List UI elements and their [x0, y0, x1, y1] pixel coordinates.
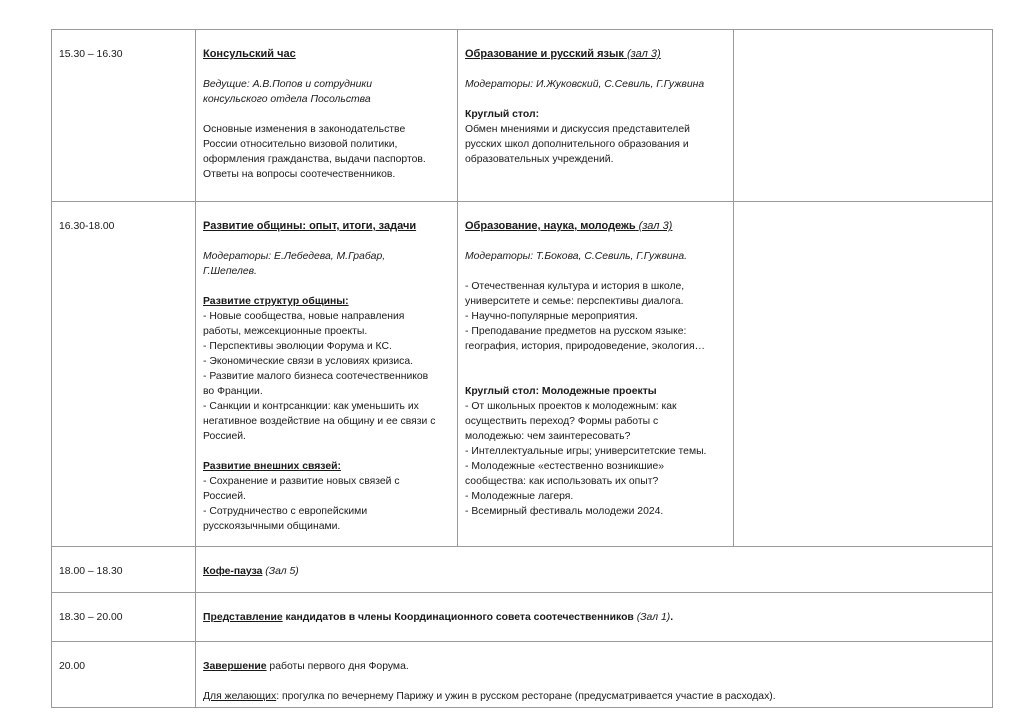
moderators-line: Модераторы: Е.Лебедева, М.Грабар,: [203, 251, 386, 262]
session-title: Образование, наука, молодежь (зал 3): [465, 220, 673, 232]
list-item: - Новые сообщества, новые направления: [203, 311, 405, 322]
list-item: осуществить переход? Формы работы с: [465, 416, 659, 427]
section-title: Развитие внешних связей:: [203, 461, 341, 472]
empty-cell: [734, 202, 993, 547]
session-title: Представление кандидатов в члены Координационного совета соотечественников (Зал 1).: [203, 612, 674, 623]
hosts-line: консульского отдела Посольства: [203, 94, 371, 105]
list-item: - Сотрудничество с европейскими: [203, 506, 368, 517]
session-cell: [458, 202, 734, 547]
list-item: - Отечественная культура и история в школе,: [465, 281, 685, 292]
list-item: сообщества: как использовать их опыт?: [465, 476, 659, 487]
list-item: работы, межсекционные проекты.: [203, 326, 368, 337]
list-item: - Развитие малого бизнеса соотечественников: [203, 371, 429, 382]
list-item: во Франции.: [203, 386, 263, 397]
hosts-line: Ведущие: А.В.Попов и сотрудники: [203, 79, 373, 90]
description-line: русских школ дополнительного образования и: [465, 139, 689, 150]
list-item: география, история, природоведение, экология…: [465, 341, 705, 352]
table-row: [52, 642, 993, 708]
description-line: Ответы на вопросы соотечественников.: [203, 169, 396, 180]
session-cell: [458, 30, 734, 202]
list-item: - Научно-популярные мероприятия.: [465, 311, 638, 322]
time-cell: 20.00: [52, 642, 196, 708]
list-item: - Молодежные «естественно возникшие»: [465, 461, 665, 472]
description-line: оформления гражданства, выдачи паспортов.: [203, 154, 426, 165]
session-title: Кофе-пауза (Зал 5): [203, 566, 299, 577]
list-item: - Молодежные лагеря.: [465, 491, 574, 502]
moderators-line: Г.Шепелев.: [203, 266, 257, 277]
note-line: Для желающих: прогулка по вечернему Парижу и ужин в русском ресторане (предусматривается участие в расходах).: [203, 691, 776, 702]
description-line: Обмен мнениями и дискуссия представителей: [465, 124, 690, 135]
list-item: - От школьных проектов к молодежным: как: [465, 401, 677, 412]
hall-label: (зал 3): [638, 220, 673, 232]
list-item: университете и семье: перспективы диалога.: [465, 296, 684, 307]
list-item: - Санкции и контрсанкции: как уменьшить их: [203, 401, 419, 412]
moderators-line: Модераторы: И.Жуковский, С.Севиль, Г.Гужвина: [465, 79, 705, 90]
list-item: Россией.: [203, 491, 246, 502]
session-cell: [196, 547, 993, 593]
time-cell: 18.30 – 20.00: [52, 593, 196, 642]
description-line: образовательных учреждений.: [465, 154, 614, 165]
session-cell: [196, 30, 458, 202]
time-cell: 18.00 – 18.30: [52, 547, 196, 593]
time-cell: 16.30-18.00: [52, 202, 196, 547]
empty-cell: [734, 30, 993, 202]
session-title: Консульский час: [203, 48, 296, 60]
table-row: [52, 593, 993, 642]
list-item: - Экономические связи в условиях кризиса.: [203, 356, 414, 367]
list-item: - Всемирный фестиваль молодежи 2024.: [465, 506, 664, 517]
list-item: Россией.: [203, 431, 246, 442]
list-item: - Сохранение и развитие новых связей с: [203, 476, 400, 487]
session-cell: [196, 202, 458, 547]
list-item: - Перспективы эволюции Форума и КС.: [203, 341, 392, 352]
table-row: [52, 547, 993, 593]
hall-label: (зал 3): [626, 48, 661, 60]
description-line: России относительно визовой политики,: [203, 139, 398, 150]
list-item: - Интеллектуальные игры; университетские темы.: [465, 446, 707, 457]
hall-label: (Зал 5): [265, 566, 299, 577]
list-item: русскоязычными общинами.: [203, 521, 341, 532]
roundtable-title: Круглый стол: Молодежные проекты: [465, 386, 657, 397]
session-cell: [196, 642, 993, 708]
session-title: Завершение работы первого дня Форума.: [203, 661, 409, 672]
hall-label: (Зал 1): [636, 612, 671, 623]
list-item: - Преподавание предметов на русском языке:: [465, 326, 687, 337]
table-row: [52, 202, 993, 547]
session-title: Развитие общины: опыт, итоги, задачи: [203, 220, 417, 232]
time-cell: 15.30 – 16.30: [52, 30, 196, 202]
list-item: негативное воздействие на общину и ее связи с: [203, 416, 436, 427]
session-title: Образование и русский язык (зал 3): [465, 48, 661, 60]
list-item: молодежью: чем заинтересовать?: [465, 431, 631, 442]
session-cell: [196, 593, 993, 642]
roundtable-label: Круглый стол:: [465, 109, 540, 120]
moderators-line: Модераторы: Т.Бокова, С.Севиль, Г.Гужвина.: [465, 251, 688, 262]
table-row: [52, 30, 993, 202]
description-line: Основные изменения в законодательстве: [203, 124, 406, 135]
section-title: Развитие структур общины:: [203, 296, 349, 307]
program-table: [51, 29, 993, 708]
